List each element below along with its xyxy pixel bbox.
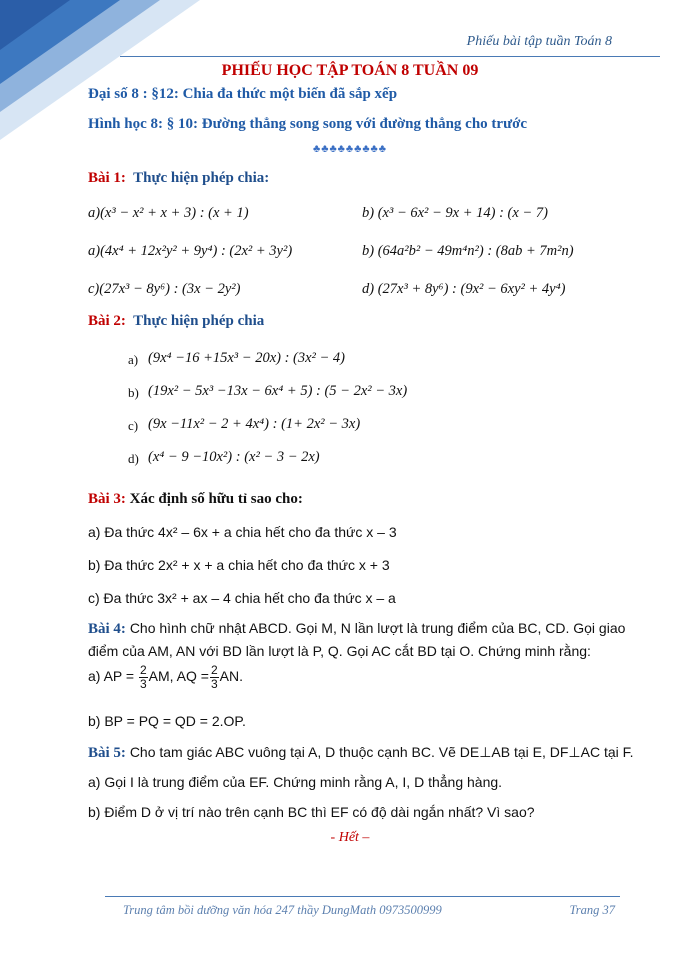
bai3-item-b: b) Đa thức 2x² + x + a chia hết cho đa thức x + 3 xyxy=(88,557,390,573)
bai3-item-c: c) Đa thức 3x² + ax – 4 chia hết cho đa thức x – a xyxy=(88,590,396,606)
bai1-item-3: a)(4x⁴ + 12x²y² + 9y⁴) : (2x² + 3y²) xyxy=(88,243,293,259)
bai1-label: Bài 1: xyxy=(88,170,126,186)
bai2-heading xyxy=(88,313,264,330)
page-title: PHIẾU HỌC TẬP TOÁN 8 TUẦN 09 xyxy=(221,62,479,79)
bai4-text: Cho hình chữ nhật ABCD. Gọi M, N lần lượt là trung điểm của BC, CD. Gọi giao điểm của AM, AN với BD lần lượt là P, Q. Gọi AC cắt BD tại O. Chứng minh rằng: xyxy=(88,620,626,659)
header-subtitle: Phiếu bài tập tuần Toán 8 xyxy=(466,34,612,49)
footer-page-number: Trang 37 xyxy=(569,903,615,917)
bai4-a-prefix: a) AP = xyxy=(88,668,135,685)
bai1-item-4: b) (64a²b² − 49m⁴n²) : (8ab + 7m²n) xyxy=(362,243,574,259)
bai3-label: Bài 3: xyxy=(88,491,126,507)
bai4-part-a xyxy=(88,664,640,691)
bai4-label: Bài 4: xyxy=(88,621,126,637)
bai2-item-d-label: d) xyxy=(128,451,139,466)
end-marker: - Hết – xyxy=(330,830,370,845)
bai1-item-6: d) (27x³ + 8y⁶) : (9x² − 6xy² + 4y⁴) xyxy=(362,281,566,297)
geometry-topic: Hình học 8: § 10: Đường thẳng song song với đường thẳng cho trước xyxy=(88,116,528,132)
algebra-topic: Đại số 8 : §12: Chia đa thức một biến đã sắp xếp xyxy=(88,86,398,102)
bai4-part-b: b) BP = PQ = QD = 2.OP. xyxy=(88,713,246,729)
divider-stars: ♣♣♣♣♣♣♣♣♣ xyxy=(313,143,387,155)
bai2-item-a: (9x⁴ −16 +15x³ − 20x) : (3x² − 4) xyxy=(148,350,346,366)
bai2-label: Bài 2: xyxy=(88,313,126,329)
bai2-item-b-label: b) xyxy=(128,385,139,400)
bai2-item-d: (x⁴ − 9 −10x²) : (x² − 3 − 2x) xyxy=(148,449,320,465)
footer-left: Trung tâm bồi dưỡng văn hóa 247 thầy DungMath 0973500999 xyxy=(123,903,442,917)
bai2-item-c: (9x −11x² − 2 + 4x⁴) : (1+ 2x² − 3x) xyxy=(148,416,361,432)
bai3-title: Xác định số hữu tỉ sao cho: xyxy=(129,491,303,507)
bai4-paragraph xyxy=(88,617,640,662)
bai5-part-a: a) Gọi I là trung điểm của EF. Chứng minh rằng A, I, D thẳng hàng. xyxy=(88,774,503,790)
bai1-item-1: a)(x³ − x² + x + 3) : (x + 1) xyxy=(88,205,249,221)
bai3-item-a: a) Đa thức 4x² – 6x + a chia hết cho đa thức x – 3 xyxy=(88,524,397,540)
fraction-two-thirds-2: $\frac{2}{3}$ xyxy=(210,663,218,691)
bai5-text: Cho tam giác ABC vuông tại A, D thuộc cạnh BC. Vẽ DE⊥AB tại E, DF⊥AC tại F. xyxy=(129,744,634,760)
bai1-heading xyxy=(88,170,269,187)
bai1-item-5: c)(27x³ − 8y⁶) : (3x − 2y²) xyxy=(88,281,241,297)
bai2-item-c-label: c) xyxy=(128,418,139,433)
bai4-a-mid: AM, AQ = xyxy=(148,668,209,685)
header-rule xyxy=(120,56,660,57)
bai3-heading xyxy=(88,491,303,508)
bai5-label: Bài 5: xyxy=(88,745,126,761)
fraction-two-thirds: $\frac{2}{3}$ xyxy=(139,663,147,691)
bai5-part-b: b) Điểm D ở vị trí nào trên cạnh BC thì EF có độ dài ngắn nhất? Vì sao? xyxy=(88,804,535,820)
bai2-item-a-label: a) xyxy=(128,352,139,367)
footer-rule xyxy=(105,896,620,897)
bai2-title: Thực hiện phép chia xyxy=(133,313,265,329)
bai1-title: Thực hiện phép chia: xyxy=(133,170,270,186)
bai5-paragraph xyxy=(88,741,640,764)
bai2-item-b: (19x² − 5x³ −13x − 6x⁴ + 5) : (5 − 2x² − 3x) xyxy=(148,383,408,399)
bai1-item-2: b) (x³ − 6x² − 9x + 14) : (x − 7) xyxy=(362,205,548,221)
bai4-a-end: AN. xyxy=(219,668,243,685)
